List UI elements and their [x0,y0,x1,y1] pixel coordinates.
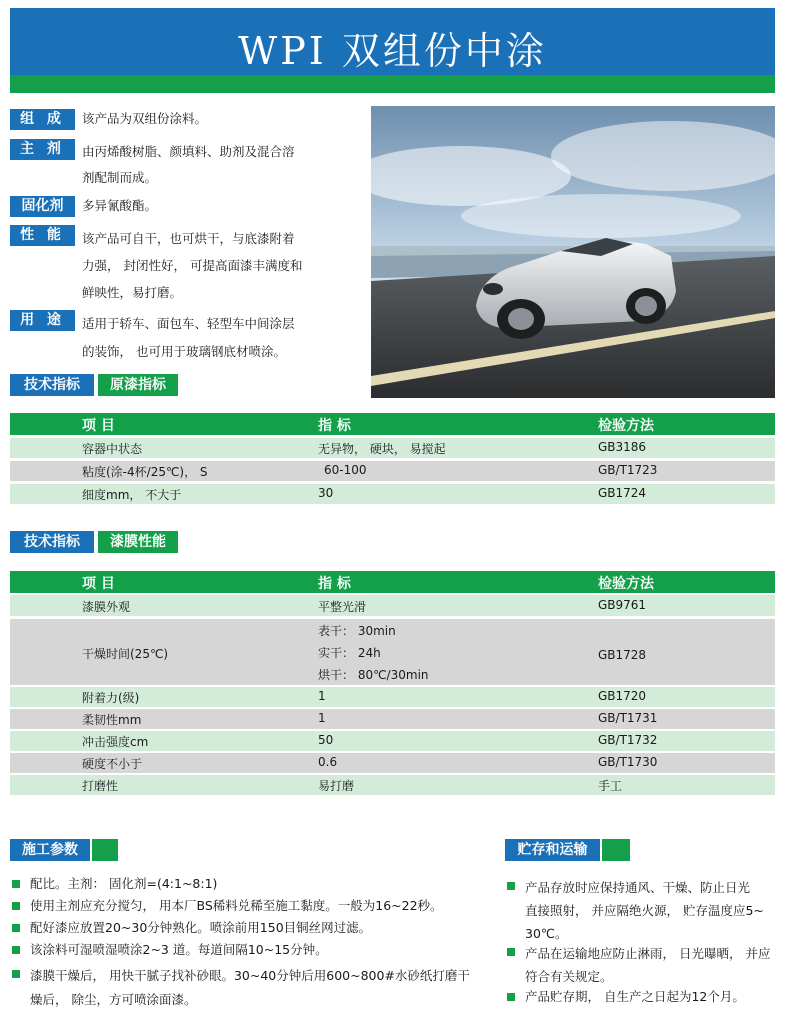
cell-index: 60-100 [324,463,367,477]
header-item: 项 目 [82,576,115,592]
cell-index: 0.6 [318,755,338,769]
table-row [10,438,775,458]
cell-item: 容器中状态 [82,442,143,456]
list-item-line: 漆膜干燥后， 用快干腻子找补砂眼。30~40分钟后用600~800#水砂纸打磨干 [30,968,470,983]
bullet-square-icon [507,882,515,890]
list-item-line: 符合有关规定。 [525,969,613,984]
desc-line: 力强， 封闭性好， 可提高面漆丰满度和 [82,258,303,273]
list-item-line: 产品存放时应保持通风、干燥、防止日光 [525,880,751,895]
header-method: 检验方法 [598,576,654,592]
table-row [10,775,775,795]
tag-raw-paint-index: 原漆指标 [98,374,178,396]
desc-line: 该产品可自干，也可烘干，与底漆附着 [82,231,295,246]
bullet-square-icon [12,902,20,910]
cell-item: 硬度不小于 [82,757,143,771]
cell-index: 实干： 24h [318,646,381,660]
desc-line: 由丙烯酸树脂、颜填料、助剂及混合溶 [82,144,295,159]
cell-index: 无异物， 硬块， 易搅起 [318,442,446,456]
cell-index: 1 [318,689,326,703]
bullet-square-icon [12,880,20,888]
cell-method: 手工 [598,779,623,793]
cell-index: 表干： 30min [318,624,396,638]
table1-header [10,413,775,435]
section-storage [505,839,630,861]
bullet-square-icon [12,970,20,978]
bullet-square-icon [12,924,20,932]
tag-film-index: 漆膜性能 [98,531,178,553]
cell-method: GB9761 [598,598,647,612]
desc-line: 的装饰， 也可用于玻璃钢底材喷涂。 [82,344,286,359]
desc-line: 剂配制而成。 [82,170,158,185]
tag-tech-index: 技术指标 [10,531,94,553]
desc-line: 多异氰酸酯。 [82,198,158,213]
list-item-text: 使用主剂应充分搅匀， 用本厂BS稀料兑稀至施工黏度。一般为16~22秒。 [30,898,443,913]
table2-header [10,571,775,593]
list-item-line: 燥后， 除尘，方可喷涂面漆。 [30,992,197,1007]
desc-line: 适用于轿车、面包车、轻型车中间涂层 [82,316,295,331]
cell-index: 平整光滑 [318,600,367,614]
section-construction [10,839,118,861]
table-row [10,709,775,729]
table-row-drying [10,619,775,685]
list-item-text: 配好漆应放置20~30分钟熟化。喷涂前用150目铜丝网过滤。 [30,920,372,935]
bullet-square-icon [507,948,515,956]
label-performance: 性 能 [10,225,75,246]
bullet-square-icon [12,946,20,954]
label-curing-agent: 固化剂 [10,196,75,217]
desc-line: 该产品为双组份涂料。 [82,111,208,126]
desc-main-agent [82,139,295,191]
label-usage: 用 途 [10,310,75,331]
bullet-square-icon [507,993,515,1001]
cell-method: GB/T1723 [598,463,658,477]
cell-method: GB3186 [598,440,647,454]
cell-method: GB1720 [598,689,647,703]
list-item-text: 配比。主剂： 固化剂=(4:1~8:1) [30,876,218,891]
list-item-text: 产品贮存期， 自生产之日起为12个月。 [525,989,745,1004]
cell-item: 细度mm， 不大于 [82,488,182,502]
title-banner [10,8,775,75]
header-method: 检验方法 [598,418,654,434]
header-index: 指 标 [318,576,351,592]
tag-raw-paint [10,374,168,396]
table-row [10,461,775,481]
title-banner-stripe [10,75,775,93]
tag-tech-index: 技术指标 [10,374,94,396]
cell-method: GB/T1732 [598,733,658,747]
table-row [10,484,775,504]
car-photo-illustration [371,106,775,398]
table-row [10,731,775,751]
desc-performance [82,225,302,306]
label-composition: 组 成 [10,109,75,130]
header-index: 指 标 [318,418,351,434]
construction-title-accent [92,839,118,861]
cell-item: 附着力(级) [82,691,140,705]
page-title: WPI 双组份中涂 [238,29,547,73]
storage-title-accent [602,839,630,861]
cell-item: 打磨性 [82,779,119,793]
desc-composition [82,109,207,129]
desc-curing-agent [82,196,157,216]
desc-usage [82,310,295,366]
cell-method: GB1724 [598,486,647,500]
cell-method: GB/T1731 [598,711,658,725]
tag-film-performance [10,531,168,553]
cell-item: 粘度(涂-4杯/25℃)， S [82,465,208,479]
storage-title: 贮存和运输 [505,839,600,861]
table-row [10,595,775,616]
cell-index: 50 [318,733,334,747]
cell-item: 漆膜外观 [82,600,131,614]
car-photo [371,106,775,398]
cell-method: GB1728 [598,648,647,662]
cell-index: 易打磨 [318,779,355,793]
cell-item: 干燥时间(25℃) [82,647,169,661]
list-item-line: 30℃。 [525,926,568,941]
list-item-text [525,876,797,945]
table-row [10,687,775,707]
cell-method: GB/T1730 [598,755,658,769]
list-item-line: 产品在运输地应防止淋雨， 日光曝晒， 并应 [525,946,771,961]
table-row [10,753,775,773]
cell-item: 冲击强度cm [82,735,149,749]
header-item: 项 目 [82,418,115,434]
label-main-agent: 主 剂 [10,139,75,160]
desc-line: 鲜映性，易打磨。 [82,285,183,300]
list-item-line: 直接照射， 并应隔绝火源， 贮存温度应5~ [525,903,764,918]
cell-index: 30 [318,486,334,500]
list-item-text: 该涂料可湿喷湿喷涂2~3 道。每道间隔10~15分钟。 [30,942,328,957]
list-item-text [30,964,510,1012]
cell-index: 烘干： 80℃/30min [318,668,429,682]
cell-item: 柔韧性mm [82,713,142,727]
cell-index: 1 [318,711,326,725]
construction-title: 施工参数 [10,839,90,861]
list-item-text [525,942,797,988]
